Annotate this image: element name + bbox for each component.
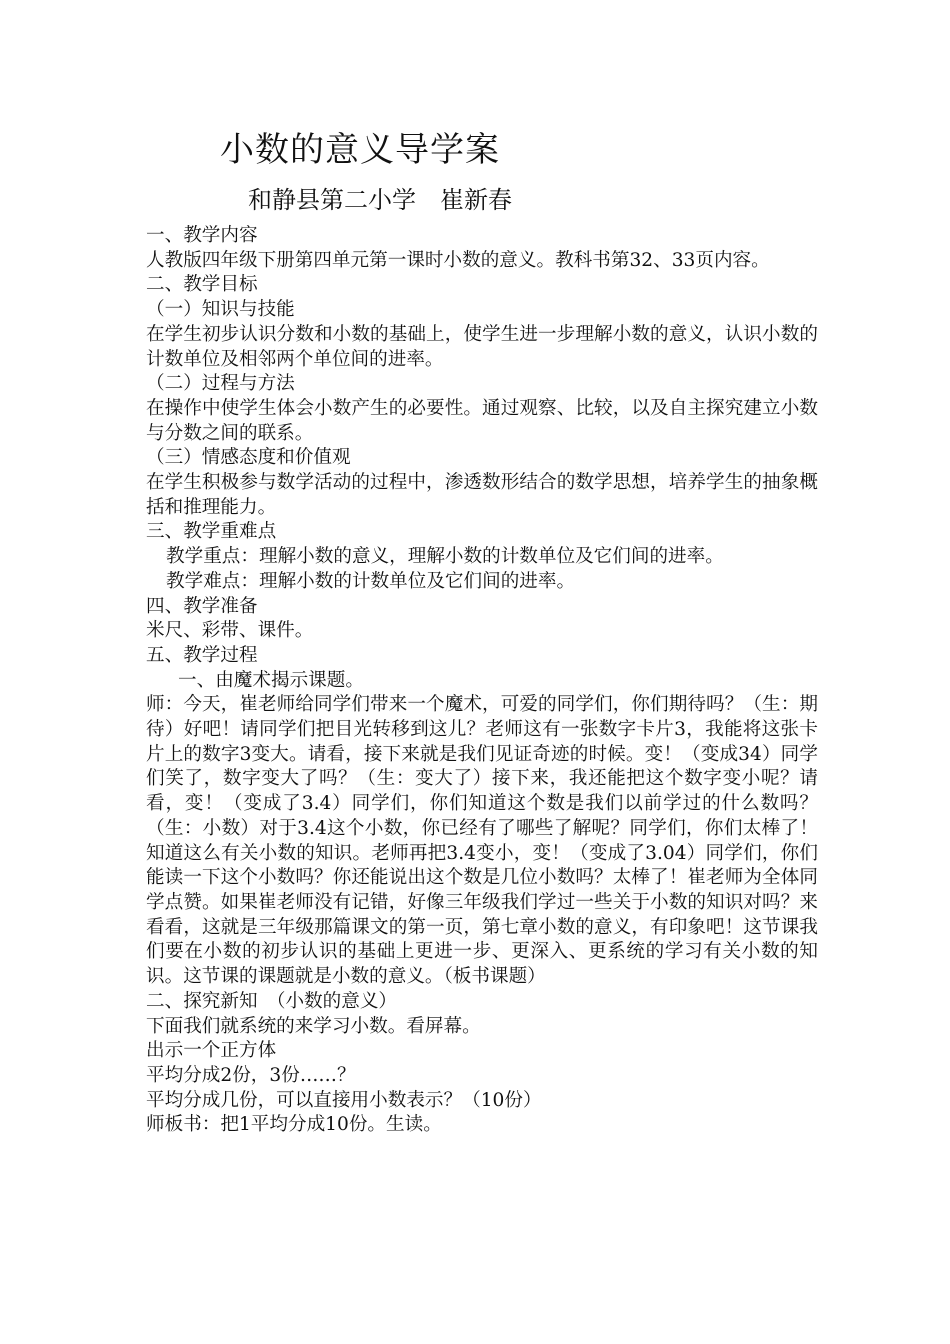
section-heading-key-points: 三、教学重难点 (146, 521, 277, 543)
author-school: 和静县第二小学 (248, 186, 416, 214)
step2-line-4: 平均分成几份，可以直接用小数表示？（10份） (146, 1089, 542, 1111)
document-body (146, 224, 818, 1138)
attitude-text: 在学生积极参与数学活动的过程中，渗透数形结合的数学思想，培养学生的抽象概括和推理能力。 (146, 472, 818, 518)
step2-heading: 二、探究新知 （小数的意义） (146, 990, 398, 1012)
step2-line-2: 出示一个正方体 (146, 1040, 277, 1062)
step2-line-1: 下面我们就系统的来学习小数。看屏幕。 (146, 1015, 481, 1037)
section-heading-objectives: 二、教学目标 (146, 274, 258, 296)
preparation-text: 米尺、彩带、课件。 (146, 620, 314, 642)
section-heading-process: 五、教学过程 (146, 644, 258, 666)
author-name: 崔新春 (440, 186, 512, 214)
knowledge-text: 在学生初步认识分数和小数的基础上，使学生进一步理解小数的意义，认识小数的计数单位及相邻两个单位间的进率。 (146, 323, 818, 370)
section-heading-preparation: 四、教学准备 (146, 595, 258, 617)
author-line (248, 183, 512, 217)
page-title: 小数的意义导学案 (220, 130, 500, 170)
step2-line-5: 师板书：把1平均分成10份。生读。 (146, 1114, 442, 1136)
step1-text: 师：今天，崔老师给同学们带来一个魔术，可爱的同学们，你们期待吗？（生：期待）好吧！请同学们把目光转移到这儿？老师这有一张数字卡片3，我能将这张卡片上的数字3变大。请看，接下来就是我们见证奇迹的时候。变！（变成34）同学们笑了，数字变大了吗？（生：变大了）接下来，我还能把这个数字变小呢？请看，变！（变成了3.4）同学们，你们知道这个数是我们以前学过的什么数吗？（生：小数）对于3.4这个小数，你已经有了哪些了解呢？同学们，你们太棒了！知道这么有关小数的知识。老师再把3.4变小，变！（变成了3.04）同学们，你们能读一下这个小数吗？你还能说出这个数是几位小数吗？太棒了！崔老师为全体同学点赞。如果崔老师没有记错，好像三年级我们学过一些关于小数的知识对吗？来看看，这就是三年级那篇课文的第一页，第七章小数的意义，有印象吧！这节课我们要在小数的初步认识的基础上更进一步、更深入、更系统的学习有关小数的知识。这节课的课题就是小数的意义。（板书课题） (146, 694, 818, 988)
key-point-text: 教学重点：理解小数的意义，理解小数的计数单位及它们间的进率。 (166, 546, 724, 568)
section-heading-content: 一、教学内容 (146, 225, 258, 246)
subheading-process: （二）过程与方法 (146, 373, 295, 395)
step1-heading: 一、由魔术揭示课题。 (178, 669, 364, 691)
subheading-knowledge: （一）知识与技能 (146, 299, 295, 321)
subheading-attitude: （三）情感态度和价值观 (146, 447, 351, 469)
section-content-text: 人教版四年级下册第四单元第一课时小数的意义。教科书第32、33页内容。 (146, 249, 770, 271)
step2-line-3: 平均分成2份，3份……？ (146, 1064, 356, 1086)
difficult-point-text: 教学难点：理解小数的计数单位及它们间的进率。 (166, 570, 576, 592)
process-text: 在操作中使学生体会小数产生的必要性。通过观察、比较，以及自主探究建立小数与分数之间的联系。 (146, 397, 818, 444)
